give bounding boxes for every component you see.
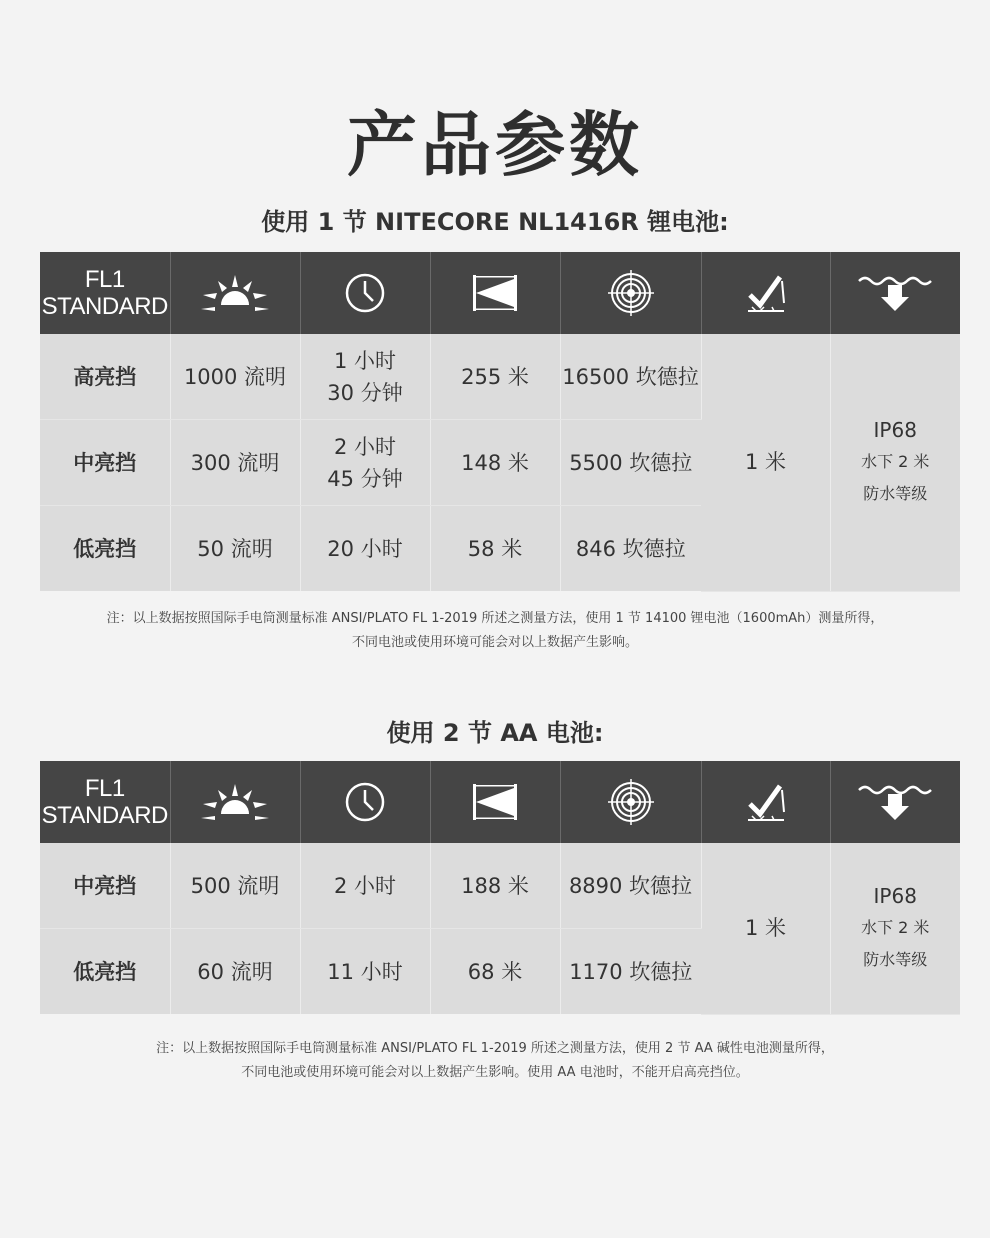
runtime-header: [300, 252, 430, 334]
distance-cell: 188 米: [430, 843, 560, 929]
standard-label: STANDARD: [41, 293, 168, 320]
mode-cell: 低亮挡: [40, 929, 170, 1015]
ip-depth: 水下 2 米: [861, 918, 930, 938]
runtime-cell: 20 小时: [300, 506, 430, 592]
intensity-header: [560, 252, 701, 334]
waterproof-cell: [830, 334, 960, 591]
runtime-cell: 2 小时: [300, 843, 430, 929]
output-header: [170, 761, 300, 843]
runtime-line2: 45 分钟: [327, 466, 403, 491]
note-line2: 不同电池或使用环境可能会对以上数据产生影响。: [351, 635, 638, 650]
runtime-line2: 30 分钟: [327, 380, 403, 405]
section1-title: 使用 1 节 NITECORE NL1416R 锂电池:: [261, 208, 729, 236]
sun-rays-icon: [199, 271, 271, 315]
waterproof-cell: [830, 843, 960, 1014]
page-title: 产品参数: [347, 104, 643, 186]
waterproof-icon: [857, 271, 933, 315]
intensity-cell: 8890 坎德拉: [560, 843, 701, 929]
note-line1: 注：以上数据按照国际手电筒测量标准 ANSI/PLATO FL 1-2019 所述之测量方法，使用 2 节 AA 碱性电池测量所得，: [156, 1041, 834, 1056]
section2-note: [0, 1037, 990, 1085]
ip-grade: 防水等级: [863, 484, 928, 504]
mode-cell: 低亮挡: [40, 506, 170, 592]
runtime-cell: [300, 334, 430, 420]
beam-distance-icon: [471, 782, 519, 822]
table-header-row: [40, 761, 960, 843]
intensity-cell: 846 坎德拉: [560, 506, 701, 592]
ip-grade: 防水等级: [863, 950, 928, 970]
intensity-cell: 1170 坎德拉: [560, 929, 701, 1015]
impact-resistance-icon: [744, 271, 788, 315]
waterproof-header: [830, 252, 960, 334]
beam-distance-icon: [471, 273, 519, 313]
impact-resistance-icon: [744, 780, 788, 824]
output-cell: 50 流明: [170, 506, 300, 592]
output-cell: 1000 流明: [170, 334, 300, 420]
standard-label: STANDARD: [41, 802, 168, 829]
distance-cell: 148 米: [430, 420, 560, 506]
impact-header: [701, 252, 830, 334]
mode-cell: 高亮挡: [40, 334, 170, 420]
spec-table-2: [40, 761, 960, 1015]
impact-cell: 1 米: [701, 334, 830, 591]
distance-cell: 58 米: [430, 506, 560, 592]
runtime-line1: 1 小时: [333, 348, 397, 373]
intensity-header: [560, 761, 701, 843]
runtime-line1: 2 小时: [333, 434, 397, 459]
intensity-cell: 16500 坎德拉: [560, 334, 701, 420]
output-cell: 300 流明: [170, 420, 300, 506]
spec-table-1: [40, 252, 960, 592]
table-row: [40, 334, 960, 420]
output-cell: 60 流明: [170, 929, 300, 1015]
ip-rating: IP68: [873, 884, 917, 909]
output-header: [170, 252, 300, 334]
section2-title: 使用 2 节 AA 电池:: [386, 719, 604, 747]
fl1-standard-header: [40, 761, 170, 843]
intensity-cell: 5500 坎德拉: [560, 420, 701, 506]
waterproof-icon: [857, 780, 933, 824]
mode-cell: 中亮挡: [40, 843, 170, 929]
ip-depth: 水下 2 米: [861, 452, 930, 472]
distance-header: [430, 252, 560, 334]
output-cell: 500 流明: [170, 843, 300, 929]
fl1-label: FL1: [84, 266, 125, 293]
fl1-label: FL1: [84, 775, 125, 802]
target-icon: [607, 778, 655, 826]
table-header-row: [40, 252, 960, 334]
impact-cell: 1 米: [701, 843, 830, 1014]
note-line1: 注：以上数据按照国际手电筒测量标准 ANSI/PLATO FL 1-2019 所述之测量方法，使用 1 节 14100 锂电池（1600mAh）测量所得，: [106, 611, 884, 626]
runtime-cell: [300, 420, 430, 506]
sun-rays-icon: [199, 780, 271, 824]
distance-cell: 68 米: [430, 929, 560, 1015]
mode-cell: 中亮挡: [40, 420, 170, 506]
distance-header: [430, 761, 560, 843]
ip-rating: IP68: [873, 418, 917, 443]
section1-note: [0, 607, 990, 655]
runtime-header: [300, 761, 430, 843]
target-icon: [607, 269, 655, 317]
clock-icon: [343, 271, 387, 315]
runtime-cell: 11 小时: [300, 929, 430, 1015]
note-line2: 不同电池或使用环境可能会对以上数据产生影响。使用 AA 电池时，不能开启高亮挡位。: [241, 1065, 749, 1080]
clock-icon: [343, 780, 387, 824]
table-row: [40, 843, 960, 929]
fl1-standard-header: [40, 252, 170, 334]
distance-cell: 255 米: [430, 334, 560, 420]
impact-header: [701, 761, 830, 843]
waterproof-header: [830, 761, 960, 843]
